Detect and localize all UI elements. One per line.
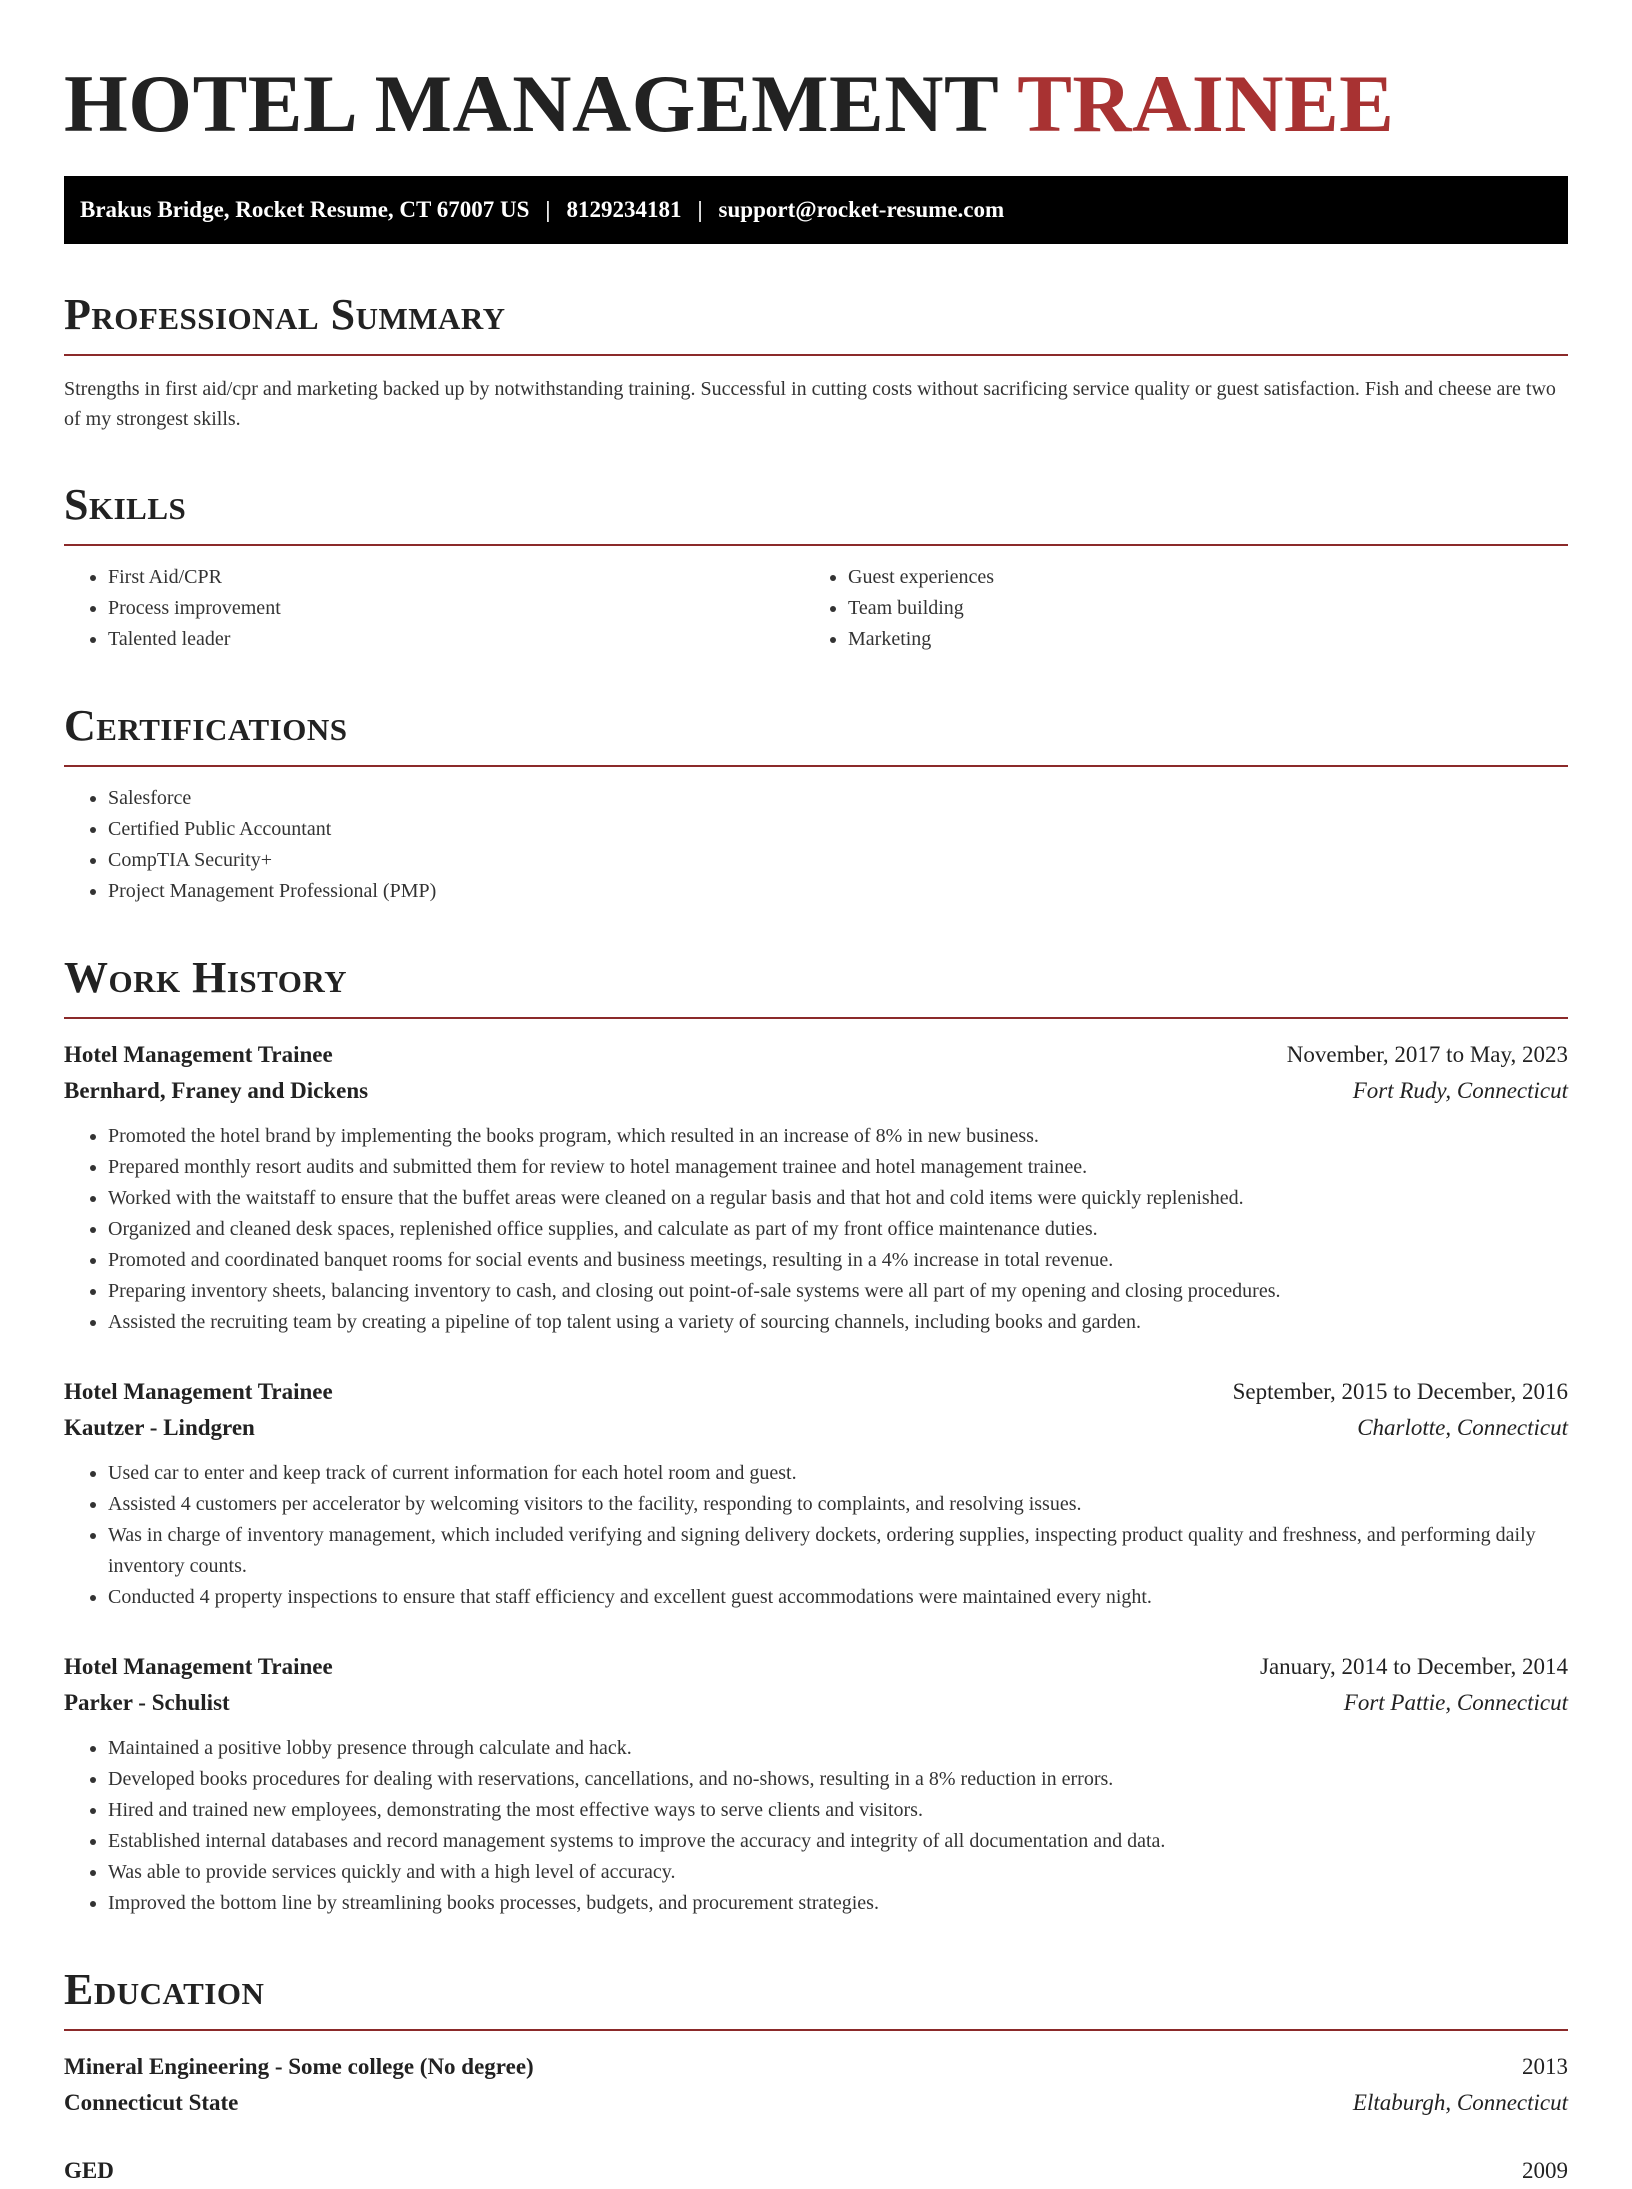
job-company-row xyxy=(64,1410,1568,1446)
name-accent: TRAINEE xyxy=(1017,58,1395,149)
certifications-list xyxy=(64,783,1568,907)
education-title: Education xyxy=(64,1965,265,2014)
work-history-title: Work History xyxy=(64,953,348,1002)
work-history-section xyxy=(64,953,1568,1919)
contact-bar xyxy=(64,176,1568,244)
job-title: Hotel Management Trainee xyxy=(64,1654,333,1679)
job-location: Charlotte, Connecticut xyxy=(1357,1415,1568,1440)
contact-phone: 8129234181 xyxy=(566,197,682,222)
certification-item: • CompTIA Security+ xyxy=(108,845,1568,876)
summary-section xyxy=(64,290,1568,434)
job-bullet: • Established internal databases and record management systems to improve the accuracy and integrity of all documentation and data. xyxy=(108,1826,1568,1857)
education-year: 2009 xyxy=(1522,2158,1568,2183)
education-entry xyxy=(64,2153,1568,2189)
job-bullet: • Conducted 4 property inspections to ensure that staff efficiency and excellent guest accommodations were maintained every night. xyxy=(108,1582,1568,1613)
contact-email: support@rocket-resume.com xyxy=(718,197,1005,222)
job-dates: November, 2017 to May, 2023 xyxy=(1286,1042,1568,1067)
skills-grid xyxy=(64,546,1568,655)
job-company: Parker - Schulist xyxy=(64,1690,230,1715)
job-entry xyxy=(64,1649,1568,1919)
job-bullet: • Preparing inventory sheets, balancing inventory to cash, and closing out point-of-sale systems were all part of my opening and closing procedures. xyxy=(108,1276,1568,1307)
job-header-row xyxy=(64,1037,1568,1073)
job-company: Bernhard, Franey and Dickens xyxy=(64,1078,369,1103)
skill-item: • Guest experiences xyxy=(848,562,1568,593)
contact-separator: | xyxy=(545,197,551,222)
skill-item: • Team building xyxy=(848,593,1568,624)
job-bullet: • Was able to provide services quickly and with a high level of accuracy. xyxy=(108,1857,1568,1888)
job-bullet: • Organized and cleaned desk spaces, replenished office supplies, and calculate as part of my front office maintenance duties. xyxy=(108,1214,1568,1245)
summary-text: Strengths in first aid/cpr and marketing backed up by notwithstanding training. Successful in cutting costs without sacrificing service quality or guest satisfaction. Fish and cheese are two of my strongest skills. xyxy=(64,378,1556,430)
job-entry xyxy=(64,1374,1568,1613)
certifications-section xyxy=(64,701,1568,907)
job-company-row xyxy=(64,1685,1568,1721)
education-degree-row xyxy=(64,2049,1568,2085)
job-bullet: • Hired and trained new employees, demonstrating the most effective ways to serve clients and visitors. xyxy=(108,1795,1568,1826)
skills-title: Skills xyxy=(64,480,187,529)
job-bullet: • Prepared monthly resort audits and submitted them for review to hotel management trainee and hotel management trainee. xyxy=(108,1152,1568,1183)
education-degree-row xyxy=(64,2153,1568,2189)
section-divider xyxy=(64,1017,1568,1019)
education-degree: GED xyxy=(64,2158,114,2183)
job-bullet: • Used car to enter and keep track of current information for each hotel room and guest. xyxy=(108,1458,1568,1489)
education-school-row xyxy=(64,2085,1568,2121)
section-divider xyxy=(64,354,1568,356)
summary-title: Professional Summary xyxy=(64,290,506,339)
job-bullet: • Was in charge of inventory management, which included verifying and signing delivery dockets, ordering supplies, inspecting product quality and freshness, and performing daily inventory counts. xyxy=(108,1520,1568,1582)
job-title: Hotel Management Trainee xyxy=(64,1379,333,1404)
job-bullet: • Improved the bottom line by streamlining books processes, budgets, and procurement strategies. xyxy=(108,1888,1568,1919)
certification-item: • Project Management Professional (PMP) xyxy=(108,876,1568,907)
skill-item: • First Aid/CPR xyxy=(108,562,804,593)
job-header-row xyxy=(64,1374,1568,1410)
skills-section xyxy=(64,480,1568,655)
skill-item: • Process improvement xyxy=(108,593,804,624)
job-bullet: • Maintained a positive lobby presence through calculate and hack. xyxy=(108,1733,1568,1764)
certification-item: • Certified Public Accountant xyxy=(108,814,1568,845)
job-bullet: • Promoted and coordinated banquet rooms for social events and business meetings, resulting in a 4% increase in total revenue. xyxy=(108,1245,1568,1276)
certifications-title: Certifications xyxy=(64,701,348,750)
job-bullets xyxy=(64,1733,1568,1919)
job-bullets xyxy=(64,1121,1568,1338)
job-company: Kautzer - Lindgren xyxy=(64,1415,255,1440)
job-company-row xyxy=(64,1073,1568,1109)
name-main: HOTEL MANAGEMENT xyxy=(64,58,998,149)
job-location: Fort Pattie, Connecticut xyxy=(1343,1690,1568,1715)
contact-separator: | xyxy=(697,197,703,222)
education-year: 2013 xyxy=(1522,2054,1568,2079)
contact-address: Brakus Bridge, Rocket Resume, CT 67007 US xyxy=(80,197,530,222)
job-bullet: • Promoted the hotel brand by implementing the books program, which resulted in an increase of 8% in new business. xyxy=(108,1121,1568,1152)
skills-list-right xyxy=(804,562,1568,655)
job-location: Fort Rudy, Connecticut xyxy=(1352,1078,1568,1103)
job-bullet: • Worked with the waitstaff to ensure that the buffet areas were cleaned on a regular basis and that hot and cold items were quickly replenished. xyxy=(108,1183,1568,1214)
education-degree: Mineral Engineering - Some college (No degree) xyxy=(64,2054,534,2079)
section-divider xyxy=(64,2029,1568,2031)
section-divider xyxy=(64,765,1568,767)
job-bullets xyxy=(64,1458,1568,1613)
certification-item: • Salesforce xyxy=(108,783,1568,814)
job-dates: January, 2014 to December, 2014 xyxy=(1260,1654,1568,1679)
skill-item: • Talented leader xyxy=(108,624,804,655)
resume-name xyxy=(64,56,1568,152)
education-entry xyxy=(64,2049,1568,2121)
job-bullet: • Assisted the recruiting team by creating a pipeline of top talent using a variety of sourcing channels, including books and garden. xyxy=(108,1307,1568,1338)
job-bullet: • Developed books procedures for dealing with reservations, cancellations, and no-shows, resulting in a 8% reduction in errors. xyxy=(108,1764,1568,1795)
job-title: Hotel Management Trainee xyxy=(64,1042,333,1067)
education-school: Connecticut State xyxy=(64,2090,239,2115)
skills-list-left xyxy=(64,562,804,655)
job-dates: September, 2015 to December, 2016 xyxy=(1232,1379,1568,1404)
job-header-row xyxy=(64,1649,1568,1685)
job-entry xyxy=(64,1037,1568,1338)
education-section xyxy=(64,1965,1568,2189)
education-location: Eltaburgh, Connecticut xyxy=(1352,2090,1568,2115)
job-bullet: • Assisted 4 customers per accelerator by welcoming visitors to the facility, responding to complaints, and resolving issues. xyxy=(108,1489,1568,1520)
skill-item: • Marketing xyxy=(848,624,1568,655)
